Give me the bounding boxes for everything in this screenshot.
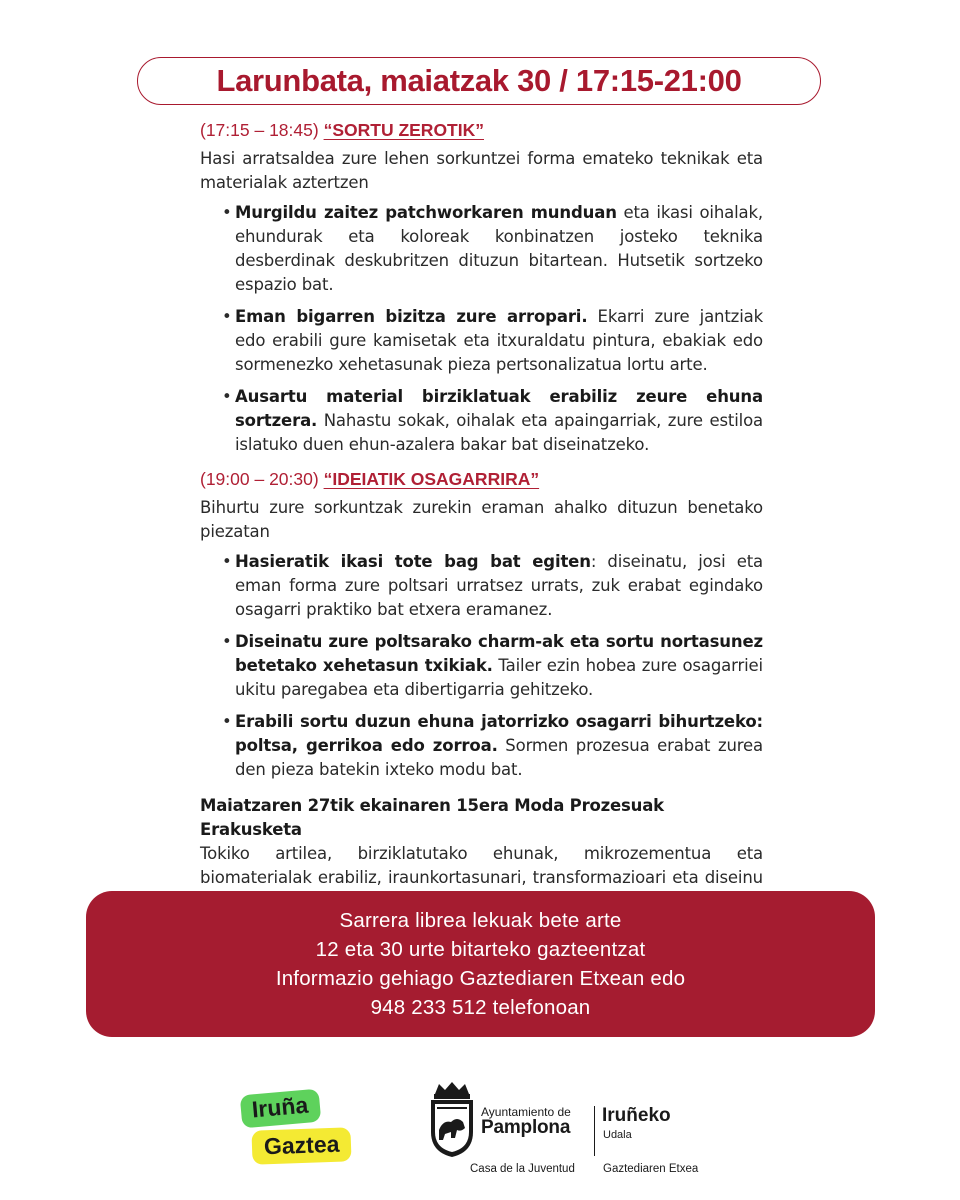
info-phone: 948 233 512 telefonoan <box>370 996 591 1019</box>
caption-casa-juventud: Casa de la Juventud <box>470 1163 575 1175</box>
session-1-intro: Hasi arratsaldea zure lehen sorkuntzei forma emateko teknikak eta materialak aztertzen <box>200 149 763 192</box>
session-2-time: (19:00 – 20:30) <box>200 469 319 489</box>
session-1-list <box>200 201 763 457</box>
exhibition-body: Tokiko artilea, birziklatutako ehunak, mikrozementua eta biomaterialak erabiliz, iraunkortasunari, transformazioari eta diseinu <box>200 844 763 887</box>
header-pill <box>137 57 821 105</box>
session-1 <box>200 120 763 457</box>
list-item <box>235 201 763 297</box>
info-line: 12 eta 30 urte bitarteko gazteentzat <box>315 938 646 961</box>
iruneko-name: Iruñeko <box>602 1105 671 1126</box>
session-2 <box>200 469 763 782</box>
list-item-bold: Eman bigarren bizitza zure arropari. <box>235 307 588 326</box>
session-2-heading <box>200 469 763 490</box>
list-item-text: Sormen prozesua erabat zurea den pieza batekin ixteko modu bat. <box>235 736 763 779</box>
list-item-bold: Erabili sortu duzun ehuna jatorrizko osagarri bihurtzeko: poltsa, gerrikoa edo zorroa. <box>235 712 763 755</box>
coat-of-arms-icon <box>427 1080 477 1158</box>
session-2-intro: Bihurtu zure sorkuntzak zurekin eraman ahalko dituzun benetako piezatan <box>200 498 763 541</box>
pamplona-logo <box>427 1080 727 1180</box>
list-item-bold: Diseinatu zure poltsarako charm-ak eta sortu nortasunez betetako xehetasun txikiak. <box>235 632 763 675</box>
list-item-bold: Ausartu material birziklatuak erabiliz zeure ehuna sortzera. <box>235 387 763 430</box>
pamplona-name: Pamplona <box>481 1117 571 1138</box>
program-content <box>200 120 763 938</box>
page-title: Larunbata, maiatzak 30 / 17:15-21:00 <box>216 63 742 98</box>
list-item-bold: Hasieratik ikasi tote bag bat egiten <box>235 552 591 571</box>
iruna-gaztea-logo <box>240 1092 370 1172</box>
info-box <box>86 891 875 1037</box>
session-1-time: (17:15 – 18:45) <box>200 120 319 140</box>
iruna-tag: Iruña <box>240 1089 322 1129</box>
logo-divider <box>594 1106 595 1156</box>
pamplona-small-text: Ayuntamiento de <box>481 1105 571 1119</box>
list-item-text: : diseinatu, josi eta eman forma zure poltsari urratsez urrats, zuk erabat egindako osagarri praktiko bat etxera eramanez. <box>235 552 763 619</box>
list-item <box>235 385 763 457</box>
iruneko-small-text: Udala <box>603 1129 632 1141</box>
list-item-bold: Murgildu zaitez patchworkaren munduan <box>235 203 617 222</box>
session-2-title: “IDEIATIK OSAGARRIRA” <box>323 469 540 489</box>
list-item-text: eta ikasi oihalak, ehundurak eta koloreak konbinatzen josteko teknika desberdinak deskubritzen dituzun bitartean. Hutsetik sortzeko espazio bat. <box>235 203 763 294</box>
list-item-text: Ekarri zure jantziak edo erabili gure kamisetak eta itxuraldatu pintura, ebakiak edo sormenezko xehetasunak pieza pertsonalizatua lortu arte. <box>235 307 763 374</box>
list-item-text: Nahastu sokak, oihalak eta apaingarriak, zure estiloa islatuko duen ehun-azalera bakar bat diseinatzeko. <box>235 411 763 454</box>
session-1-title: “SORTU ZEROTIK” <box>323 120 484 140</box>
list-item <box>235 550 763 622</box>
info-line: Informazio gehiago Gaztediaren Etxean edo <box>275 967 686 990</box>
list-item-text: Tailer ezin hobea zure osagarriei ukitu paregabea eta dibertigarria gehitzeko. <box>235 656 763 699</box>
info-line: Sarrera librea lekuak bete arte <box>339 909 622 932</box>
session-2-list <box>200 550 763 782</box>
list-item <box>235 630 763 702</box>
exhibition-title: Maiatzaren 27tik ekainaren 15era Moda Prozesuak Erakusketa <box>200 796 664 839</box>
list-item <box>235 710 763 782</box>
list-item <box>235 305 763 377</box>
session-1-heading <box>200 120 763 141</box>
caption-gaztediaren-etxea: Gaztediaren Etxea <box>603 1163 699 1175</box>
gaztea-tag: Gaztea <box>251 1127 352 1164</box>
